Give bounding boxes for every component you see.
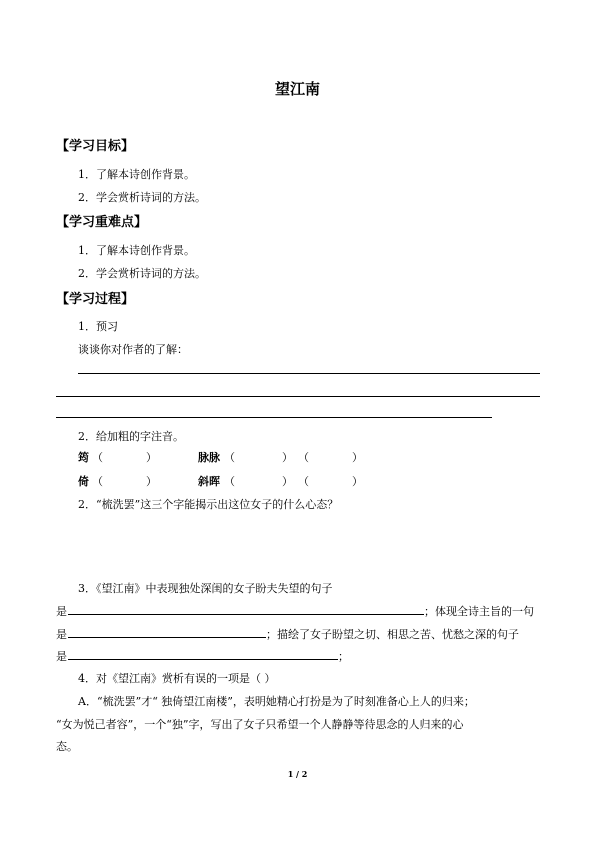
- fill-blank-line[interactable]: [68, 614, 424, 615]
- fill-blank-line[interactable]: [68, 637, 266, 638]
- paren-close: ）: [282, 451, 293, 464]
- objective-item: 1．了解本诗创作背景。: [78, 168, 195, 181]
- key-point-item: 1．了解本诗创作背景。: [78, 244, 195, 257]
- paren-close: ）: [146, 475, 157, 488]
- q4-option-a-line: A．“梳洗罢”才“ 独倚望江南楼”，表明她精心打扮是为了时刻准备心上人的归来；: [78, 695, 475, 708]
- q3-line-end: ；描绘了女子盼望之切、相思之苦、忧愁之深的句子: [266, 628, 519, 641]
- paren-open: （: [298, 475, 309, 488]
- q3-line-end: ；体现全诗主旨的一句: [424, 605, 534, 618]
- page-number: 1 / 2: [287, 769, 308, 779]
- q4-option-a-line: “女为悦己者容”，一个“独”字，写出了女子只希望一个人静静等待思念的人归来的心: [56, 718, 464, 731]
- pinyin-word: 斜晖: [198, 475, 220, 488]
- paren-open: （: [92, 475, 103, 488]
- paren-close: ）: [352, 475, 363, 488]
- preview-label: 1．预习: [78, 320, 118, 333]
- paren-close: ）: [146, 451, 157, 464]
- q3-line-end: ；: [338, 650, 349, 663]
- fill-blank-line[interactable]: [68, 659, 338, 660]
- pinyin-word: 筠: [78, 451, 89, 464]
- answer-line[interactable]: [56, 396, 540, 397]
- question-4: 4．对《望江南》赏析有误的一项是（ ）: [78, 672, 276, 685]
- answer-line[interactable]: [78, 373, 540, 374]
- paren-open: （: [224, 451, 235, 464]
- section-heading-objectives: 【学习目标】: [56, 139, 135, 154]
- q3-line-start: 是: [56, 650, 67, 663]
- section-heading-process: 【学习过程】: [56, 292, 135, 307]
- answer-line[interactable]: [56, 417, 492, 418]
- key-point-item: 2．学会赏析诗词的方法。: [78, 267, 206, 280]
- pinyin-word: 脉脉: [198, 451, 220, 464]
- q4-option-a-line: 态。: [56, 740, 78, 753]
- q3-line-start: 是: [56, 605, 67, 618]
- paren-open: （: [224, 475, 235, 488]
- preview-prompt: 谈谈你对作者的了解：: [78, 343, 188, 356]
- paren-open: （: [298, 451, 309, 464]
- question-2: 2．“梳洗罢”这三个字能揭示出这位女子的什么心态？: [78, 498, 339, 511]
- objective-item: 2．学会赏析诗词的方法。: [78, 191, 206, 204]
- question-3-intro: 3．《望江南》中表现独处深闺的女子盼夫失望的句子: [78, 582, 333, 595]
- page-title: 望江南: [274, 80, 320, 98]
- paren-close: ）: [352, 451, 363, 464]
- pinyin-word: 倚: [78, 475, 89, 488]
- pinyin-question: 2．给加粗的字注音。: [78, 430, 184, 443]
- q3-line-start: 是: [56, 628, 67, 641]
- section-heading-key-points: 【学习重难点】: [56, 215, 148, 230]
- paren-close: ）: [282, 475, 293, 488]
- paren-open: （: [92, 451, 103, 464]
